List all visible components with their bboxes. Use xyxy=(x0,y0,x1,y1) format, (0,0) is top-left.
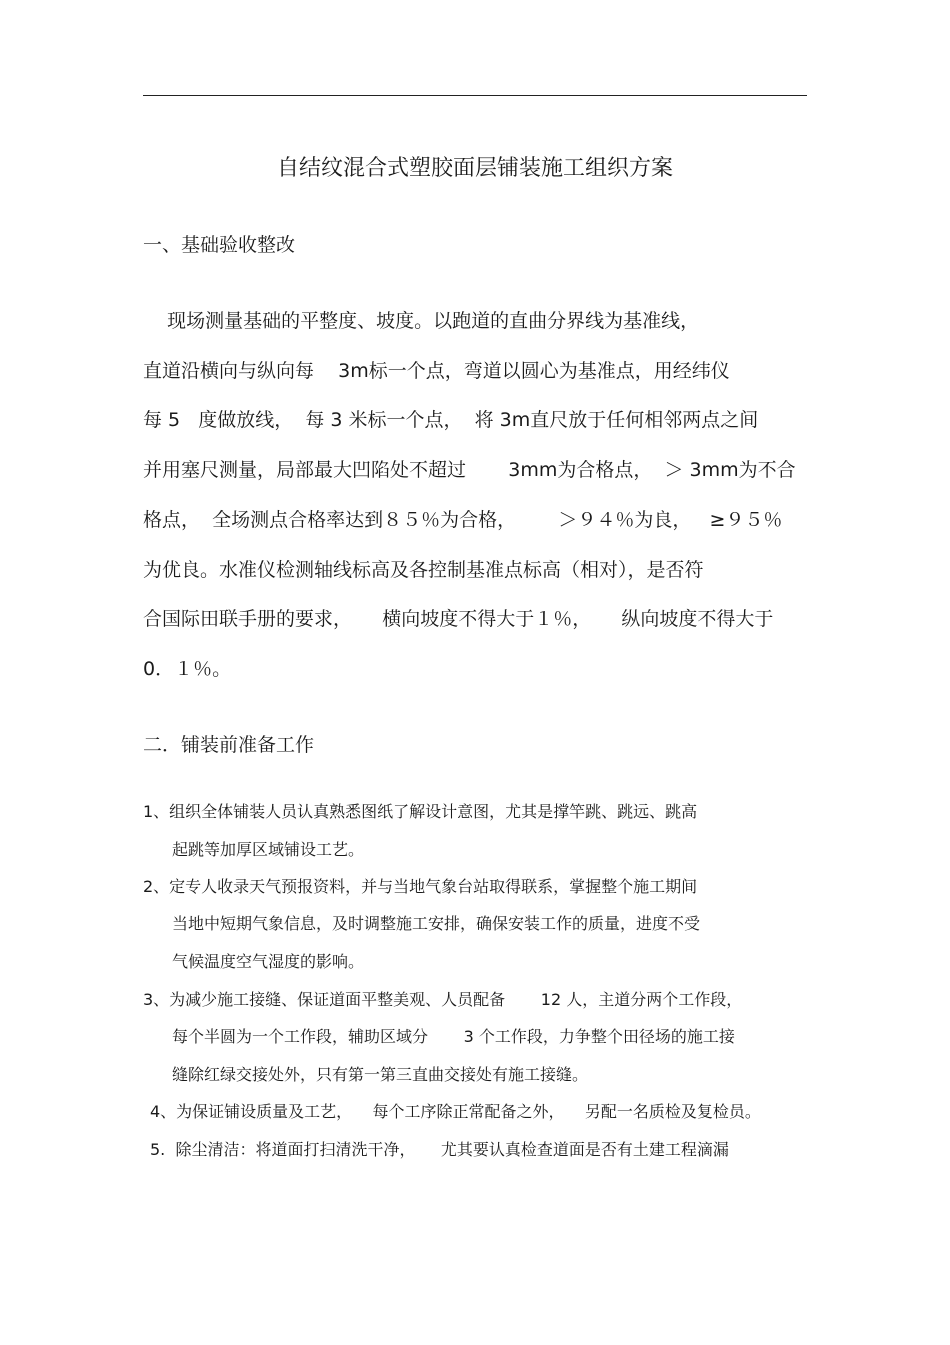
paragraph-line: 为优良。水准仪检测轴线标高及各控制基准点标高（相对），是否符 xyxy=(143,559,704,581)
paragraph-line: 合国际田联手册的要求， 横向坡度不得大于１％， 纵向坡度不得大于 xyxy=(143,608,774,630)
paragraph-line: 每 5 度做放线， 每 3 米标一个点， 将 3m直尺放于任何相邻两点之间 xyxy=(143,409,759,431)
list-item-line: 起跳等加厚区域铺设工艺。 xyxy=(172,840,365,859)
list-item-line: 当地中短期气象信息，及时调整施工安排，确保安装工作的质量，进度不受 xyxy=(172,914,701,933)
paragraph-line: 直道沿横向与纵向每 3m标一个点，弯道以圆心为基准点，用经纬仪 xyxy=(143,360,730,382)
paragraph-line: 并用塞尺测量，局部最大凹陷处不超过 3mm为合格点， ＞ 3mm为不合 xyxy=(143,459,796,481)
paragraph-line: 格点， 全场测点合格率达到８５％为合格， ＞９４％为良， ≥９５％ xyxy=(143,509,783,531)
list-item-line: 2、定专人收录天气预报资料，并与当地气象台站取得联系，掌握整个施工期间 xyxy=(143,877,698,896)
list-item-line: 4、为保证铺设质量及工艺， 每个工序除正常配备之外， 另配一名质检及复检员。 xyxy=(150,1102,761,1121)
section-1-heading: 一、基础验收整改 xyxy=(143,234,296,256)
list-item-line: 5. 除尘清洁：将道面打扫清洗干净， 尤其要认真检查道面是否有土建工程滴漏 xyxy=(150,1140,729,1159)
document-title: 自结纹混合式塑胶面层铺装施工组织方案 xyxy=(276,156,673,181)
list-item-line: 气候温度空气湿度的影响。 xyxy=(172,952,365,971)
header-rule xyxy=(143,95,807,96)
paragraph-line: 0．１％。 xyxy=(143,658,232,680)
paragraph-line: 现场测量基础的平整度、坡度。以跑道的直曲分界线为基准线， xyxy=(143,310,700,332)
list-item-line: 1、组织全体铺装人员认真熟悉图纸了解设计意图，尤其是撑竿跳、跳远、跳高 xyxy=(143,802,698,821)
section-2-heading: 二．铺装前准备工作 xyxy=(143,734,315,756)
list-item-line: 每个半圆为一个工作段，辅助区域分 3 个工作段，力争整个田径场的施工接 xyxy=(172,1027,735,1046)
list-item-line: 缝除红绿交接处外，只有第一第三直曲交接处有施工接缝。 xyxy=(172,1065,589,1084)
list-item-line: 3、为减少施工接缝、保证道面平整美观、人员配备 12 人，主道分两个工作段， xyxy=(143,990,743,1009)
